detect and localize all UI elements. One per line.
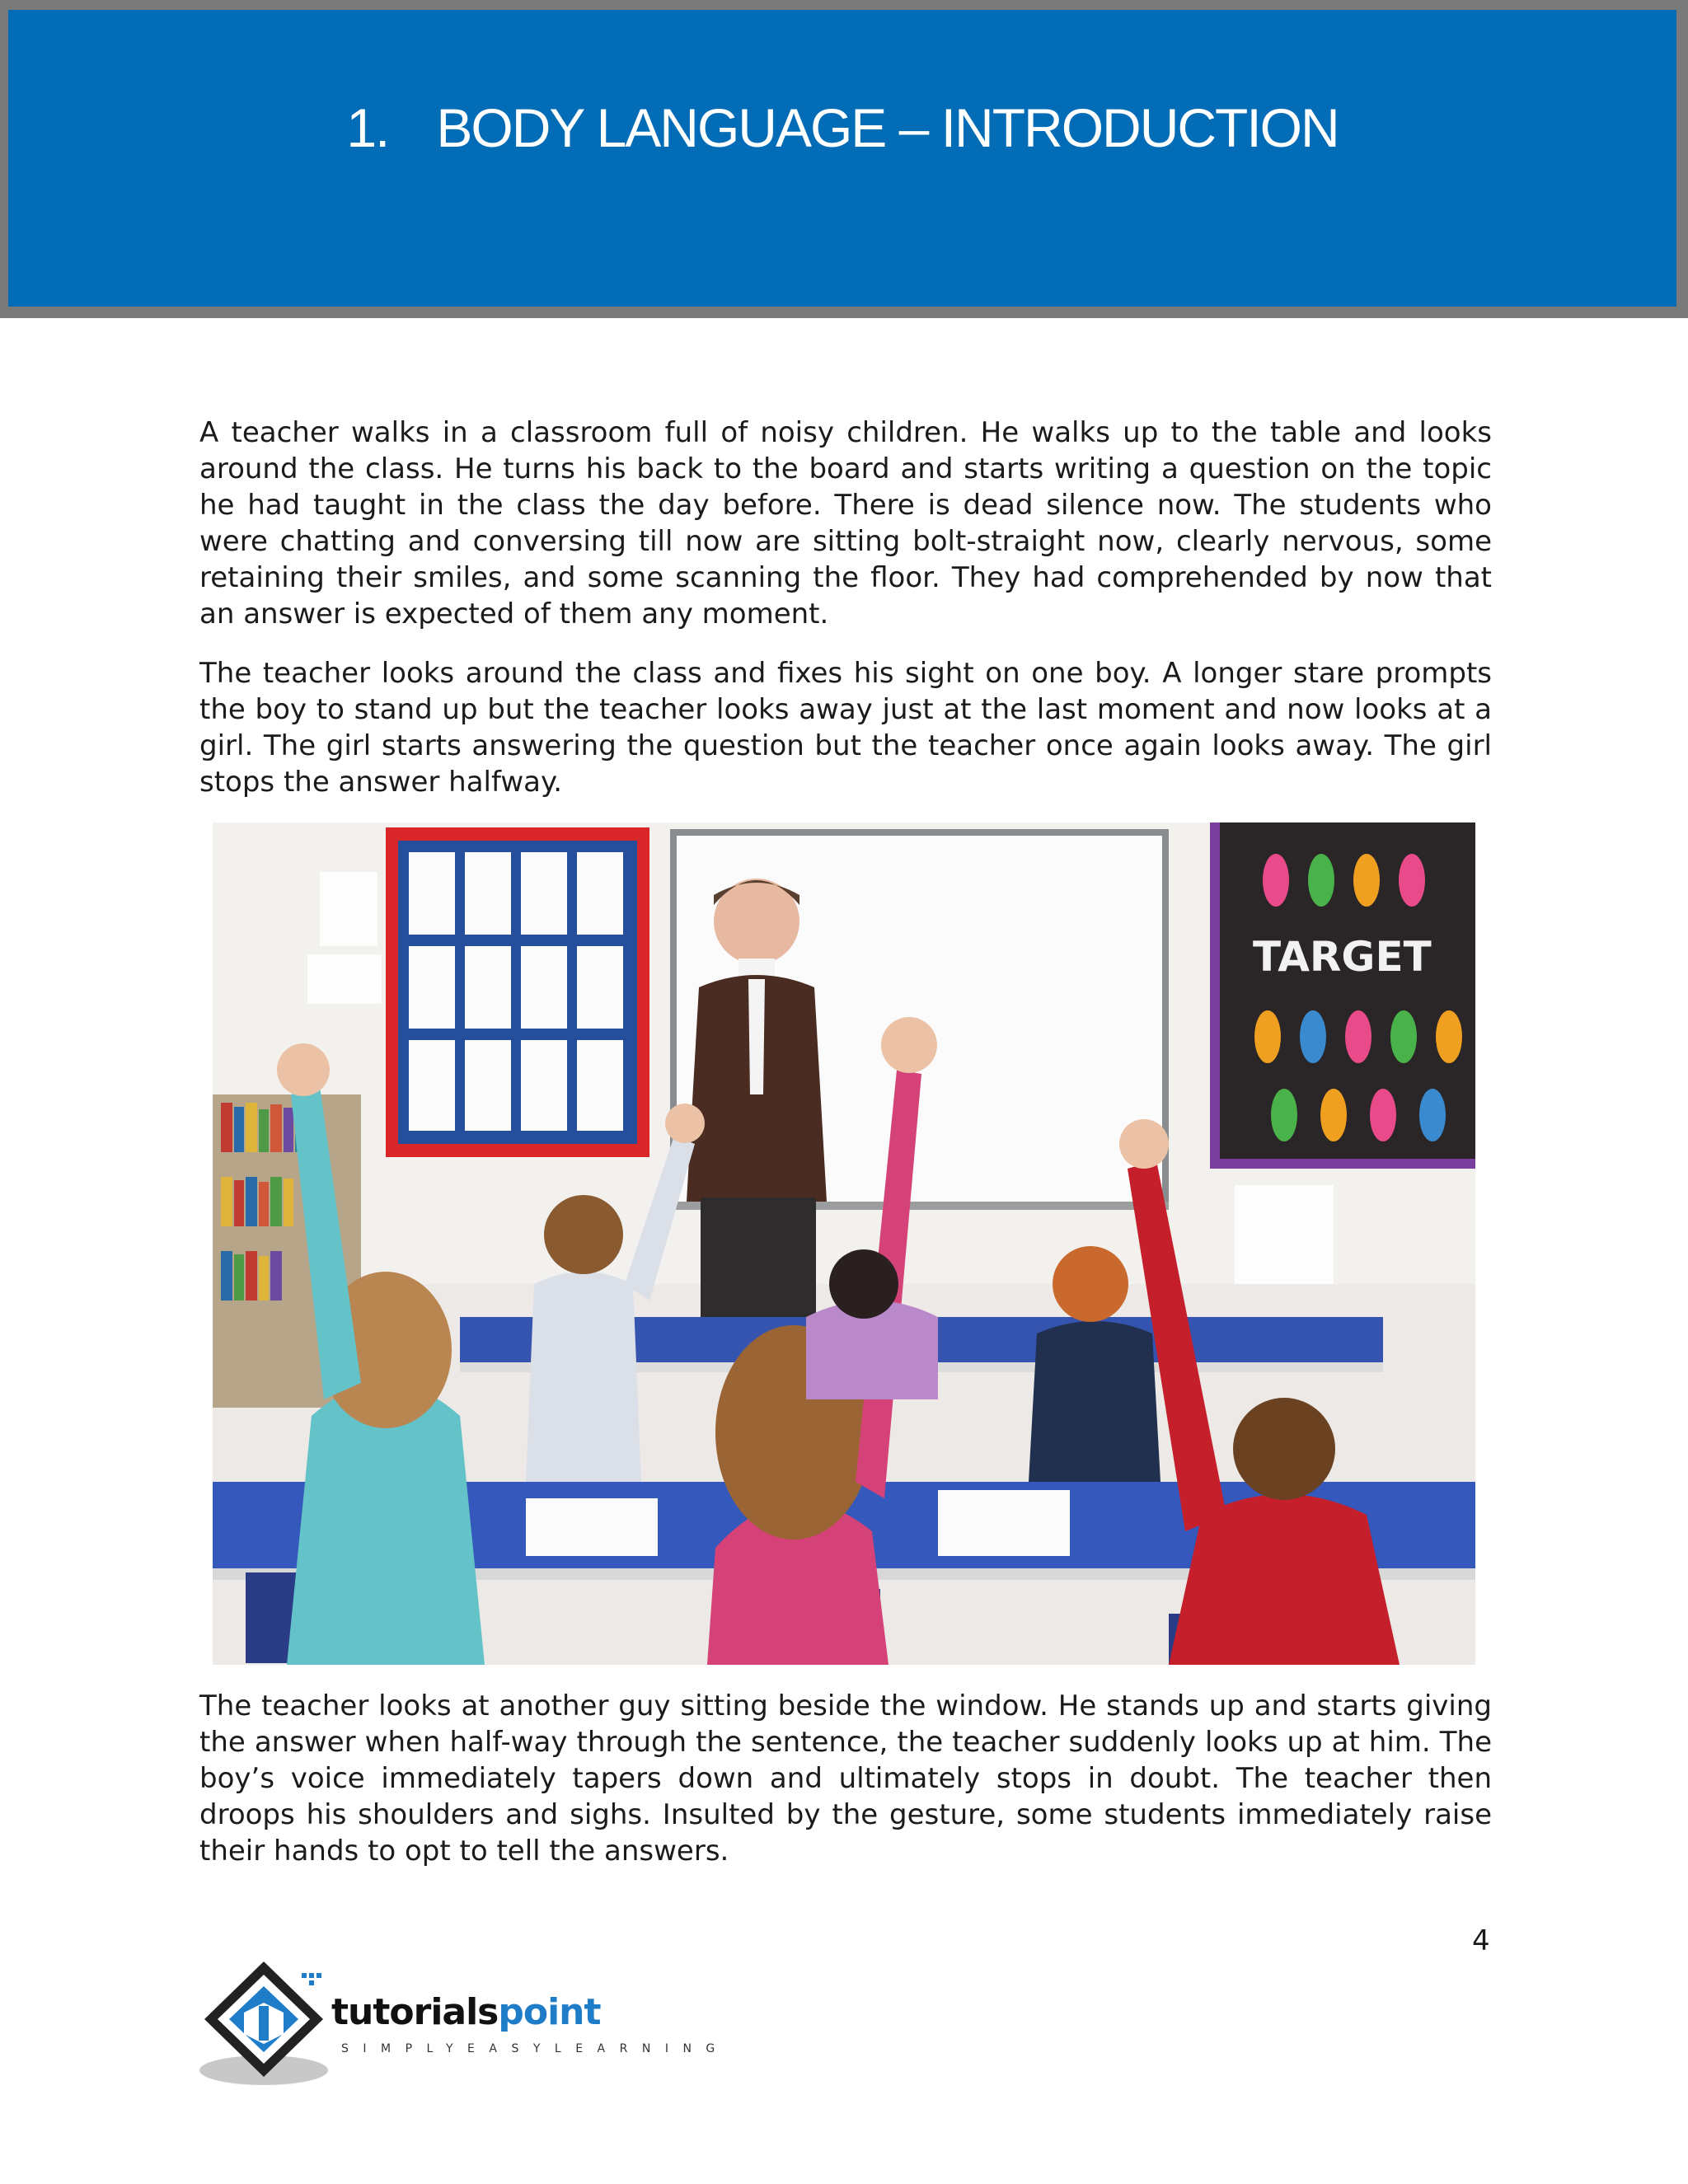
body-paragraph-2: The teacher looks around the class and fixes his sight on one boy. A longer stare prompts the boy to stand up but the teacher looks away just at the last moment and now looks at a girl. The girl starts answering the question but the teacher once again looks away. The girl stops the answer halfway. — [199, 657, 1492, 799]
chapter-title — [8, 96, 1676, 159]
body-paragraph-3: The teacher looks at another guy sitting beside the window. He stands up and starts giving the answer when half-way through the sentence, the teacher suddenly looks up at him. The boy’s voice immediately tapers down and ultimately stops in doubt. The teacher then droops his shoulders and sighs. Insulted by the gesture, some students immediately raise their hands to opt to tell the answers. — [199, 1690, 1492, 1868]
tutorialspoint-logo — [196, 1955, 729, 2091]
classroom-photo — [213, 823, 1475, 1665]
logo-word-point: point — [498, 1991, 601, 2033]
chapter-banner — [0, 0, 1688, 318]
body-paragraph-1: A teacher walks in a classroom full of noisy children. He walks up to the table and looks around the class. He turns his back to the board and starts writing a question on the topic he had taught in the class the day before. There is dead silence now. The students who were chatting and conversing till now are sitting bolt-straight now, clearly nervous, some retaining their smiles, and some scanning the floor. They had comprehended by now that an answer is expected of them any moment. — [199, 416, 1492, 630]
logo-wordmark — [331, 1991, 601, 2033]
chapter-number: 1. — [346, 97, 389, 158]
logo-mark-icon — [196, 1955, 336, 2091]
target-poster-text: TARGET — [1253, 933, 1432, 981]
logo-tagline: SIMPLYEASYLEARNING — [341, 2042, 729, 2055]
chapter-banner-inner — [8, 10, 1676, 307]
chapter-title-text: BODY LANGUAGE – INTRODUCTION — [436, 97, 1339, 158]
page-number: 4 — [1472, 1924, 1490, 1957]
logo-word-tutorials: tutorials — [331, 1991, 499, 2033]
